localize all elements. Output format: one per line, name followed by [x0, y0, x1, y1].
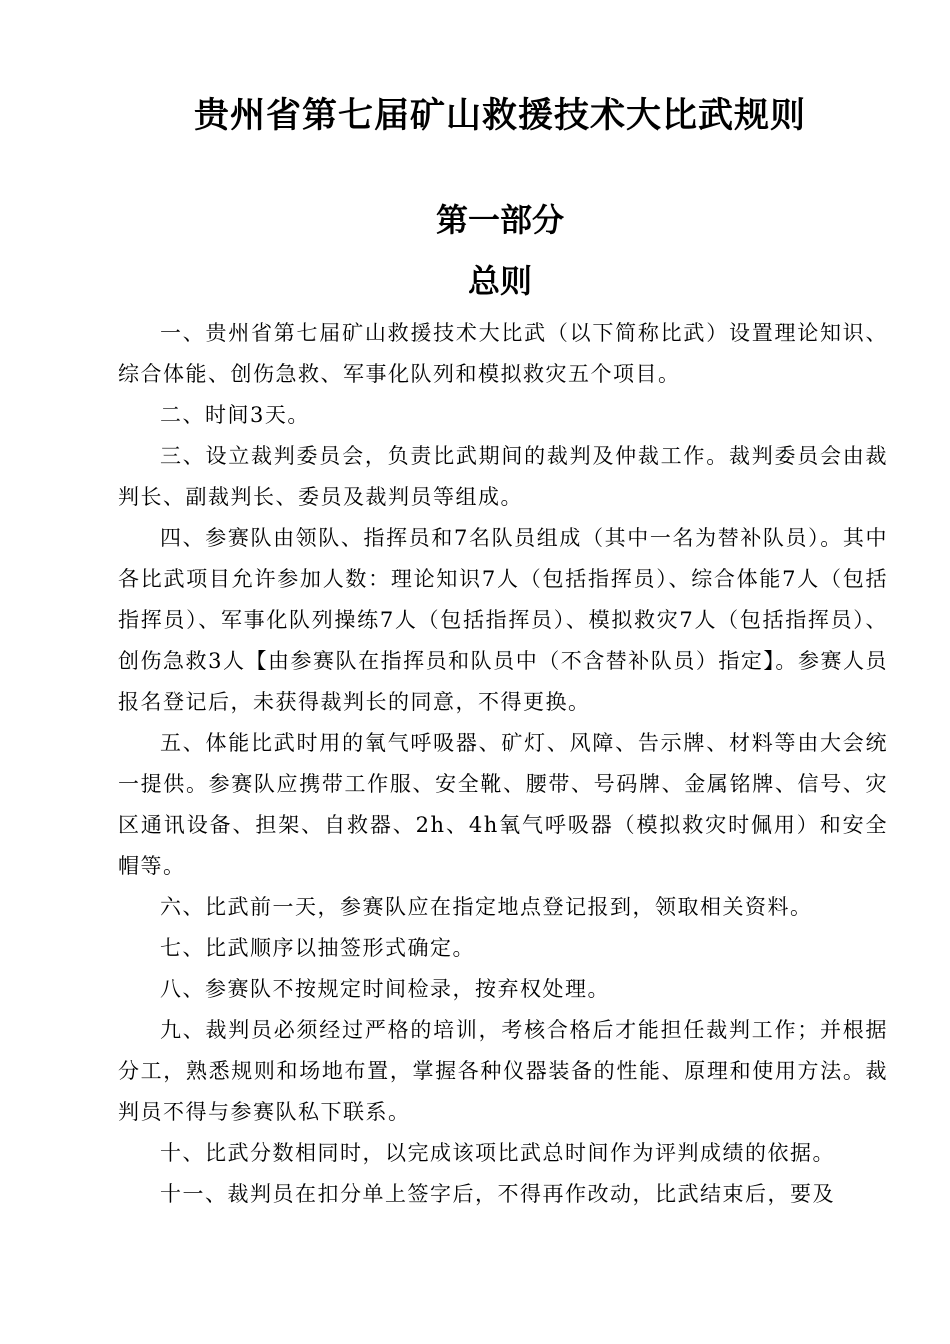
section-heading: 总则	[467, 262, 532, 300]
document-title: 贵州省第七届矿山救援技术大比武规则	[193, 96, 806, 136]
document-body	[118, 313, 888, 1215]
part-heading: 第一部分	[435, 201, 564, 239]
paragraph-4: 四、参赛队由领队、指挥员和7名队员组成（其中一名为替补队员）。其中各比武项目允许参加人数：理论知识7人（包括指挥员）、综合体能7人（包括指挥员）、军事化队列操练7人（包括指挥员）、模拟救灾7人（包括指挥员）、创伤急救3人【由参赛队在指挥员和队员中（不含替补队员）指定】。参赛人员报名登记后，未获得裁判长的同意，不得更换。	[118, 526, 888, 714]
paragraph-1: 一、贵州省第七届矿山救援技术大比武（以下简称比武）设置理论知识、综合体能、创伤急救、军事化队列和模拟救灾五个项目。	[118, 321, 888, 386]
paragraph-6: 六、比武前一天，参赛队应在指定地点登记报到，领取相关资料。	[160, 895, 813, 919]
paragraph-2: 二、时间3天。	[160, 403, 310, 427]
paragraph-7: 七、比武顺序以抽签形式确定。	[160, 936, 475, 960]
paragraph-11: 十一、裁判员在扣分单上签字后，不得再作改动，比武结束后，要及	[160, 1182, 835, 1206]
paragraph-9: 九、裁判员必须经过严格的培训，考核合格后才能担任裁判工作；并根据分工，熟悉规则和场地布置，掌握各种仪器装备的性能、原理和使用方法。裁判员不得与参赛队私下联系。	[118, 1018, 888, 1124]
paragraph-8: 八、参赛队不按规定时间检录，按弃权处理。	[160, 977, 610, 1001]
paragraph-5: 五、体能比武时用的氧气呼吸器、矿灯、风障、告示牌、材料等由大会统一提供。参赛队应携带工作服、安全靴、腰带、号码牌、金属铭牌、信号、灾区通讯设备、担架、自救器、2h、4h氧气呼吸器（模拟救灾时佩用）和安全帽等。	[118, 731, 888, 878]
paragraph-3: 三、设立裁判委员会，负责比武期间的裁判及仲裁工作。裁判委员会由裁判长、副裁判长、委员及裁判员等组成。	[118, 444, 888, 509]
paragraph-10: 十、比武分数相同时，以完成该项比武总时间作为评判成绩的依据。	[160, 1141, 835, 1165]
